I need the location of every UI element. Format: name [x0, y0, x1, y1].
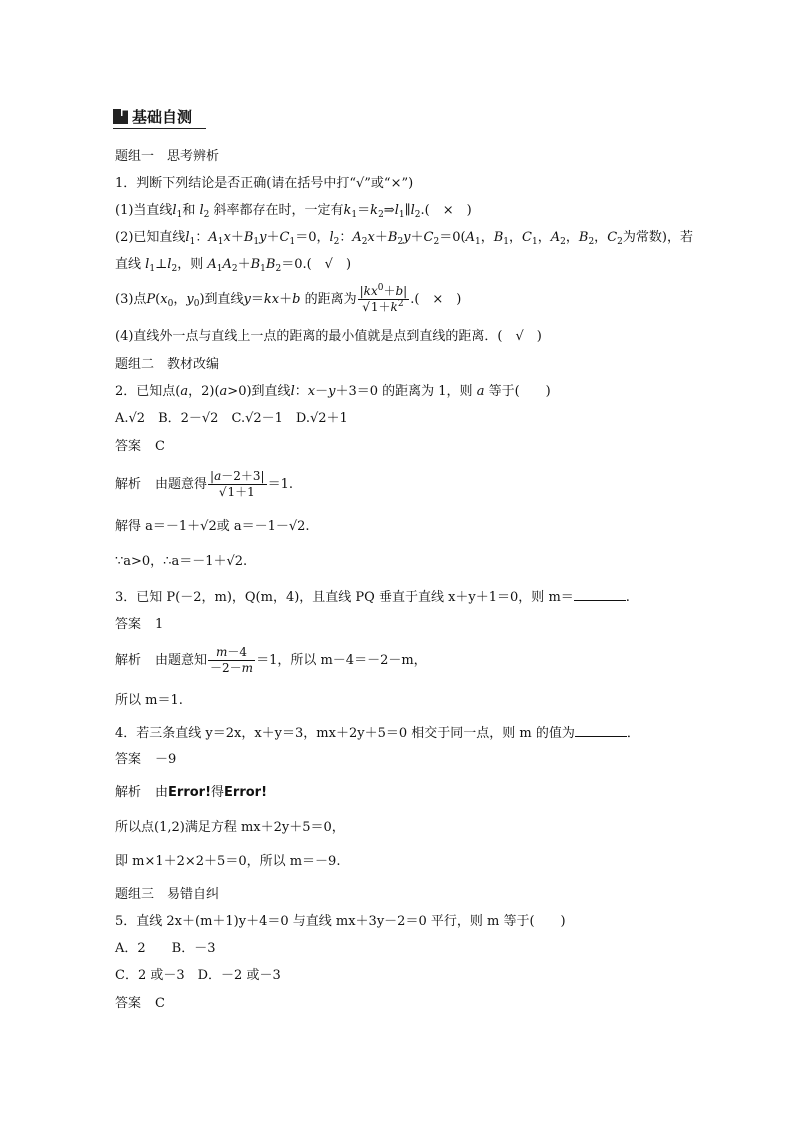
- q3-fraction: $\frac{m-4}{-2-m}$: [210, 645, 254, 675]
- question-5: 5．直线 2x＋(m＋1)y＋4＝0 与直线 mx＋3y－2＝0 平行，则 m 等于( ): [115, 914, 566, 929]
- question-5-options-2: C．2 或－3 D．－2 或－3: [115, 968, 281, 983]
- distance-fraction: $\frac{|kx^0+b|}{√1+k^2}$: [359, 283, 408, 314]
- question-2-analysis: 解析 由题意得 $\frac{|a-2+3|}{√1+1}$ ＝1.: [115, 469, 293, 499]
- question-1-2-cont: 直线 $l_1\perp l_2$，则 $A_1A_2+B_1B_2=0$.( √ ): [115, 257, 352, 274]
- question-4: 4．若三条直线 y＝2x，x＋y＝3，mx＋2y＋5＝0 相交于同一点，则 m 的值为 ．: [115, 726, 640, 741]
- question-4-answer: 答案 －9: [115, 752, 177, 767]
- section-title: 基础自测: [132, 108, 193, 126]
- question-3-answer: 答案 1: [115, 617, 164, 632]
- question-1-2: (2)已知直线$l_1$：$A_1x+B_1y+C_1=0$，$l_2$：$A_2x+B_2y+C_2=0(A_1$，$B_1$，$C_1$，$A_2$，$B_2$，$C_2$为常数)，若: [115, 230, 693, 247]
- question-2: 2．已知点(a，2)(a>0)到直线l：x－y＋3＝0 的距离为 1，则 a 等于( ): [115, 384, 551, 399]
- question-1: 1．判断下列结论是否正确(请在括号中打“√”或“×”): [115, 176, 414, 191]
- question-2-analysis-3: ∵a>0，∴a＝－1＋√2.: [115, 554, 248, 569]
- group-heading-1: 题组一 思考辨析: [115, 149, 220, 164]
- question-2-analysis-2: 解得 a＝－1＋√2或 a＝－1－√2.: [115, 519, 310, 534]
- question-3-analysis: 解析 由题意知 $\frac{m-4}{-2-m}$ ＝1，所以 m－4＝－2－m，: [115, 645, 427, 675]
- question-1-1: (1)当直线$l_1$和 $l_2$ 斜率都存在时，一定有$k_1=k_2\Rightarrow l_1\parallel l_2$.( × ): [115, 203, 472, 220]
- section-square-icon: [113, 109, 128, 124]
- q2-fraction: $\frac{|a-2+3|}{√1+1}$: [210, 469, 265, 499]
- question-1-4: (4)直线外一点与直线上一点的距离的最小值就是点到直线的距离．( √ ): [115, 329, 542, 344]
- section-header: [113, 106, 206, 129]
- question-5-answer: 答案 C: [115, 996, 165, 1011]
- answer-blank[interactable]: [574, 588, 626, 601]
- question-3: 3．已知 P(－2，m)，Q(m，4)，且直线 PQ 垂直于直线 x＋y＋1＝0，则 m＝ .: [115, 590, 630, 605]
- answer-blank[interactable]: [575, 724, 627, 737]
- question-4-analysis: 解析 由Error!得Error!: [115, 785, 268, 800]
- question-5-options-1: A．2 B．－3: [115, 941, 216, 956]
- question-2-options: A.√2 B．2－√2 C.√2－1 D.√2＋1: [115, 411, 348, 426]
- question-1-3: (3)点$P(x_0$，$y_0$)到直线y＝kx＋b 的距离为 $\frac{|kx^0+b|}{√1+k^2}$ .( × ): [115, 283, 462, 314]
- question-4-analysis-3: 即 m×1＋2×2＋5＝0，所以 m＝－9.: [115, 854, 341, 869]
- question-2-answer: 答案 C: [115, 439, 165, 454]
- group-heading-2: 题组二 教材改编: [115, 357, 220, 372]
- group-heading-3: 题组三 易错自纠: [115, 887, 220, 902]
- question-3-analysis-2: 所以 m＝1.: [115, 693, 183, 708]
- question-4-analysis-2: 所以点(1,2)满足方程 mx＋2y＋5＝0，: [115, 820, 345, 835]
